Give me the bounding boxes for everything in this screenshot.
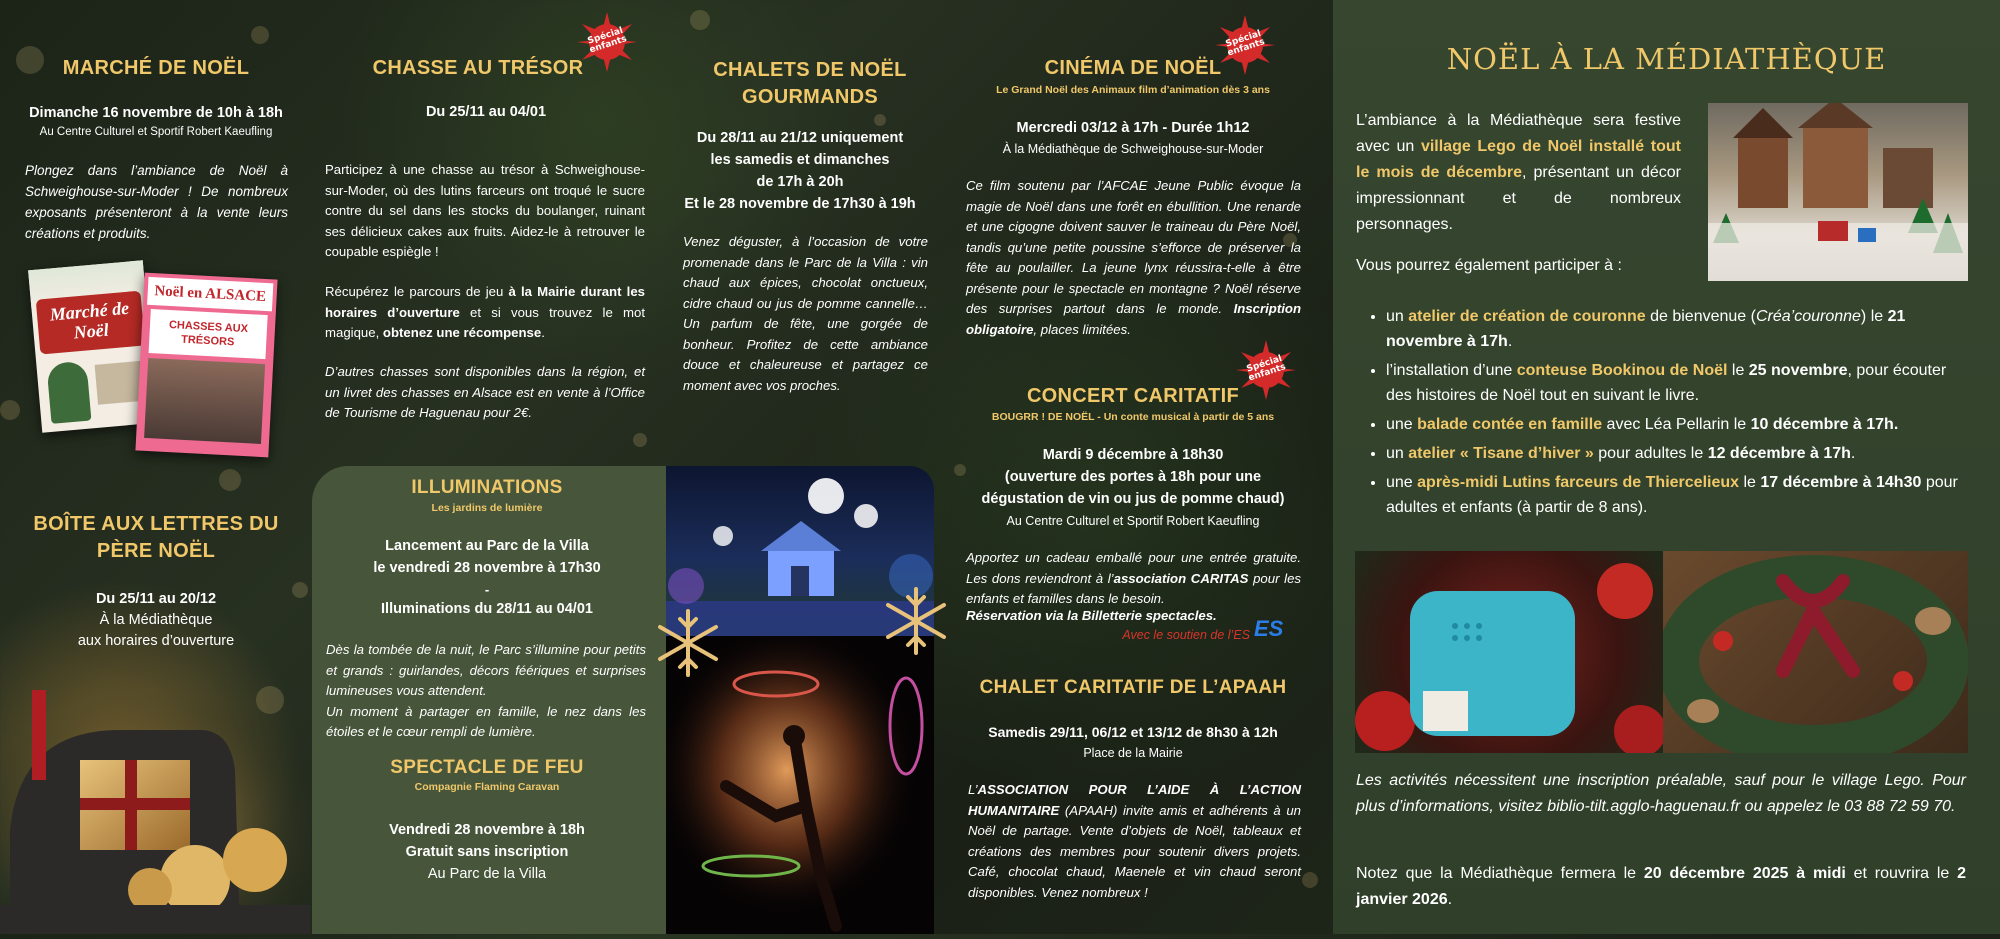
mediatheque-also: Vous pourrez également participer à : — [1356, 257, 1622, 274]
illuminations-line-2: le vendredi 28 novembre à 17h30 — [373, 560, 601, 576]
boite-place-2: aux horaires d’ouverture — [77, 633, 235, 649]
apaah-date: Samedis 29/11, 06/12 et 13/12 de 8h30 à 12h — [988, 724, 1278, 740]
apaah-title: CHALET CARITATIF DE L’APAAH — [979, 677, 1287, 698]
boite-title: BOÎTE AUX LETTRES DU PÈRE NOËL — [33, 513, 279, 562]
feu-place: Au Parc de la Villa — [427, 866, 547, 882]
illuminations-subtitle: Les jardins de lumière — [431, 502, 543, 514]
concert-title: CONCERT CARITATIF — [1026, 385, 1240, 407]
concert-subtitle: BOUGRR ! DE NOËL - Un conte musical à partir de 5 ans — [991, 411, 1275, 423]
chalets-title: CHALETS DE NOËL GOURMANDS — [713, 59, 907, 108]
chalets-line-3: de 17h à 20h — [756, 174, 844, 190]
concert-line-2: (ouverture des portes à 18h pour une — [1004, 469, 1262, 485]
illuminations-description — [326, 640, 646, 743]
concert-line-1: Mardi 9 décembre à 18h30 — [1042, 447, 1224, 463]
activity-item: • l’installation d’une conteuse Bookinou de Noël le 25 novembre, pour écouter des histoires de Noël tout en suivant le livre. — [1386, 358, 1967, 408]
mediatheque-closing: Notez que la Médiathèque fermera le 20 décembre 2025 à midi et rouvrira le 2 janvier 2026. — [1356, 865, 1966, 908]
chasse-date: Du 25/11 au 04/01 — [425, 104, 547, 120]
chasse-badge-text: Spécial enfants — [586, 25, 629, 56]
illuminations-line-3: - — [484, 582, 490, 597]
concert-reservation: Réservation via la Billetterie spectacles. — [966, 608, 1217, 623]
wreath-photo — [1663, 551, 1968, 753]
boite-date: Du 25/11 au 20/12 — [95, 591, 217, 607]
mailbox-image — [0, 690, 310, 934]
activity-item: • un atelier « Tisane d’hiver » pour adultes le 12 décembre à 17h. — [1386, 441, 1967, 466]
marche-description: Plongez dans l’ambiance de Noël à Schweighouse-sur-Moder ! De nombreux exposants présenteront à la vente leurs créations et produits. — [25, 163, 288, 241]
activity-item: • une balade contée en famille avec Léa Pellarin le 10 décembre à 17h. — [1386, 412, 1967, 437]
cinema-title: CINÉMA DE NOËL — [1044, 57, 1222, 79]
apaah-description: L’ASSOCIATION POUR L’AIDE À L’ACTION HUMANITAIRE (APAAH) invite amis et adhérents à un Noël de partage. Vente d’objets de Noël, tableaux et créations des membres pour soutenir divers projets. Café, chocolat chaud, Maenele et vin chaud seront disponibles. Venez nombreux ! — [968, 782, 1301, 900]
mediatheque-title: NOËL À LA MÉDIATHÈQUE — [1446, 42, 1887, 76]
cinema-description: Ce film soutenu par l’AFCAE Jeune Public évoque la magie de Noël dans une forêt en ébullition. Une renarde et une cigogne doivent sauver le traineau du Père Noël, tandis qu’une petite poussine s’efforce de préserver la fête au poulailler. La jeune lynx réussira-t-elle à être présente pour le spectacle en montagne ? Noël réserve des surprises partout dans le monde. Inscription obligatoire, places limitées. — [966, 178, 1301, 337]
feu-title: SPECTACLE DE FEU — [390, 757, 584, 778]
marche-date: Dimanche 16 novembre de 10h à 18h — [29, 105, 283, 121]
chasse-special-enfants-badge — [577, 12, 637, 72]
feu-line-1: Vendredi 28 novembre à 18h — [389, 822, 585, 838]
lego-village-photo — [1708, 103, 1968, 281]
illuminations-desc-1: Dès la tombée de la nuit, le Parc s’illumine pour petits et grands : guirlandes, décors féériques et surprises lumineuses vous attendent. — [326, 642, 646, 698]
es-logo: ES — [1254, 616, 1284, 641]
illuminations-desc-2: Un moment à partager en famille, le nez dans les étoiles et le cœur rempli de lumière. — [326, 703, 646, 739]
illuminations-title: ILLUMINATIONS — [411, 477, 563, 498]
chalets-description: Venez déguster, à l’occasion de votre promenade dans le Parc de la Villa : vin chaud aux épices, chocolat onctueux, cidre chaud ou jus de pomme cannelle… Un parfum de fête, une gorgée de bonheur. Profitez de cette ambiance douce et chaleureuse et partagez ce moment avec vos proches. — [683, 234, 928, 393]
chasse-paragraph-1: Participez à une chasse au trésor à Schweighouse-sur-Moder, où des lutins farceurs ont troqué le sucre contre du sel dans les stocks du boulanger, ruinant ses délicieux cakes aux fruits. Aidez-le à retrouver le coupable espiègle ! — [325, 162, 645, 259]
concert-special-enfants-badge — [1236, 340, 1296, 400]
chasse-poster-title: Noël en ALSACE — [147, 277, 273, 312]
chalets-line-1: Du 28/11 au 21/12 uniquement — [696, 130, 904, 146]
marche-place: Au Centre Culturel et Sportif Robert Kaeufling — [39, 126, 273, 138]
concert-line-3: dégustation de vin ou jus de pomme chaud) — [981, 491, 1285, 507]
feu-line-2: Gratuit sans inscription — [405, 844, 569, 860]
chalets-line-2: les samedis et dimanches — [710, 152, 890, 168]
chasse-paragraph-2: Récupérez le parcours de jeu à la Mairie durant les horaires d’ouverture et si vous trouvez le mot magique, obtenez une récompense. — [325, 284, 646, 340]
marche-poster-title: Marché de Noël — [36, 291, 145, 355]
activity-item: • un atelier de création de couronne de bienvenue (Créa’couronne) le 21 novembre à 17h. — [1386, 304, 1967, 354]
concert-badge-text: Spécial enfants — [1245, 353, 1288, 384]
chasse-title: CHASSE AU TRÉSOR — [372, 57, 584, 79]
marche-title: MARCHÉ DE NOËL — [62, 57, 250, 79]
concert-place: Au Centre Culturel et Sportif Robert Kaeufling — [1006, 514, 1260, 528]
cinema-special-enfants-badge — [1215, 15, 1275, 75]
feu-subtitle: Compagnie Flaming Caravan — [414, 781, 560, 793]
snowflake-icon — [880, 585, 952, 657]
fire-show-photo — [666, 636, 934, 934]
illuminations-line-4: Illuminations du 28/11 au 04/01 — [381, 601, 593, 617]
chasse-paragraph-3: D’autres chasses sont disponibles dans la région, et un livret des chasses en Alsace est en vente à l’Office de Tourisme de Haguenau pour 2€. — [325, 364, 645, 420]
bookinou-photo — [1355, 551, 1663, 753]
concert-description: Apportez un cadeau emballé pour une entrée gratuite. Les dons reviendront à l’association CARITAS pour les enfants et familles dans le besoin. — [966, 550, 1301, 606]
chasse-poster — [135, 273, 277, 458]
activity-item: • une après-midi Lutins farceurs de Thiercelieux le 17 décembre à 14h30 pour adultes et enfants (à partir de 8 ans). — [1386, 470, 1967, 520]
cinema-badge-text: Spécial enfants — [1224, 28, 1267, 59]
cinema-date: Mercredi 03/12 à 17h - Durée 1h12 — [1016, 120, 1250, 136]
mediatheque-note: Les activités nécessitent une inscription préalable, sauf pour le village Lego. Pour plus d’informations, visitez biblio-tilt.agglo-haguenau.fr ou appelez le 03 88 72 59 70. — [1356, 772, 1966, 815]
boite-place-1: À la Médiathèque — [99, 612, 213, 628]
snowflake-icon — [652, 607, 724, 679]
chalets-line-4: Et le 28 novembre de 17h30 à 19h — [684, 196, 916, 212]
apaah-place: Place de la Mairie — [1083, 746, 1183, 760]
concert-soutien: Avec le soutien de l’ES — [1122, 628, 1250, 642]
chasse-poster-subtitle: CHASSES AUX TRÉSORS — [149, 309, 268, 359]
cinema-place: À la Médiathèque de Schweighouse-sur-Moder — [1002, 142, 1264, 156]
mediatheque-intro: L’ambiance à la Médiathèque sera festive avec un village Lego de Noël installé tout le mois de décembre, présentant un décor impressionnant et de nombreux personnages. — [1356, 112, 1681, 233]
cinema-subtitle: Le Grand Noël des Animaux film d’animation dès 3 ans — [996, 84, 1270, 96]
illuminations-line-1: Lancement au Parc de la Villa — [385, 538, 589, 554]
activities-list — [1352, 304, 1967, 524]
